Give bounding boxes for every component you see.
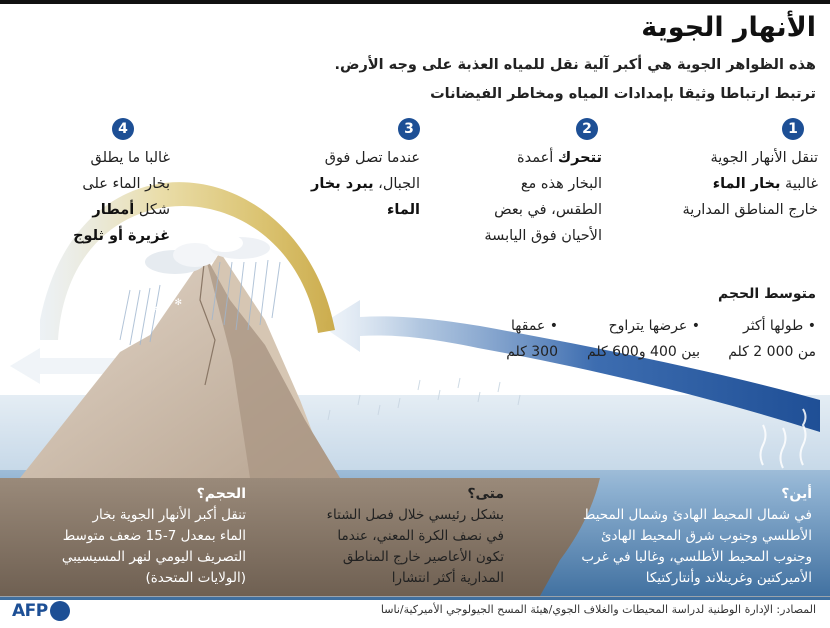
afp-logo-dot-icon [50, 601, 70, 621]
step-number-badge: 1 [782, 118, 804, 140]
average-length: • طولها أكثر من 000 2 كلم [728, 318, 816, 360]
average-depth: • عمقها 300 كلم [506, 318, 558, 360]
step-1-text: تنقل الأنهار الجوية غالبية بخار الماء خارج المناطق المدارية [682, 150, 818, 218]
svg-text:✻: ✻ [170, 281, 178, 291]
step-1 [658, 118, 818, 258]
afp-logo [12, 600, 70, 622]
info-where-title: أين؟ [781, 486, 812, 502]
cloud-4 [207, 234, 243, 252]
step-4 [10, 118, 170, 258]
step-3 [260, 118, 420, 258]
svg-text:✻: ✻ [150, 305, 158, 315]
info-size: الحجم؟ تنقل أكبر الأنهار الجوية بخار الماء بمعدل 7-15 ضعف متوسط التصريف اليومي لنهر المسيسيبي (الولايات المتحدة) [10, 483, 246, 589]
step-number-badge: 4 [112, 118, 134, 140]
info-when-title: متى؟ [467, 486, 504, 502]
average-width: • عرضها يتراوح بين 400 و600 كلم [587, 318, 700, 360]
step-2-text: تتحرك أعمدة البخار هذه مع الطقس، في بعض الأحيان فوق اليابسة [484, 150, 602, 244]
info-where: أين؟ في شمال المحيط الهادئ وشمال المحيط الأطلسي وجنوب شرق المحيط الهادئ وجنوب المحيط الأطلسي، وغالبا في غرب الأميركتين وغرينلاند وأنتاركتيكا [542, 483, 812, 589]
footer-divider [0, 596, 830, 597]
svg-text:✻: ✻ [142, 283, 150, 293]
info-size-title: الحجم؟ [196, 486, 246, 502]
page-title: الأنهار الجوية [641, 12, 816, 43]
info-when: متى؟ بشكل رئيسي خلال فصل الشتاء في نصف الكرة المعني، عندما تكون الأعاصير خارج المناطق المدارية أكثر انتشارا [294, 483, 504, 589]
step-2 [442, 118, 602, 258]
step-4-text: غالبا ما يطلق بخار الماء على شكل أمطار غزيرة أو ثلوج [73, 150, 170, 244]
subtitle-primary: هذه الظواهر الجوية هي أكبر آلية نقل للمياه العذبة على وجه الأرض. [334, 57, 816, 73]
top-bar [0, 0, 830, 4]
svg-text:✻: ✻ [160, 293, 168, 303]
subtitle-secondary: ترتبط ارتباطا وثيقا بإمدادات المياه ومخاطر الفيضانات [430, 86, 816, 102]
source-credits: المصادر: الإدارة الوطنية لدراسة المحيطات والغلاف الجوي/هيئة المسح الجيولوجي الأميركية/ناسا [380, 603, 816, 616]
svg-text:✻: ✻ [174, 298, 182, 308]
average-size-title: متوسط الحجم [717, 286, 816, 302]
step-number-badge: 3 [398, 118, 420, 140]
step-number-badge: 2 [576, 118, 598, 140]
step-3-text: عندما تصل فوق الجبال، يبرد بخار الماء [311, 150, 420, 218]
afp-logo-text: AFP [12, 601, 48, 621]
